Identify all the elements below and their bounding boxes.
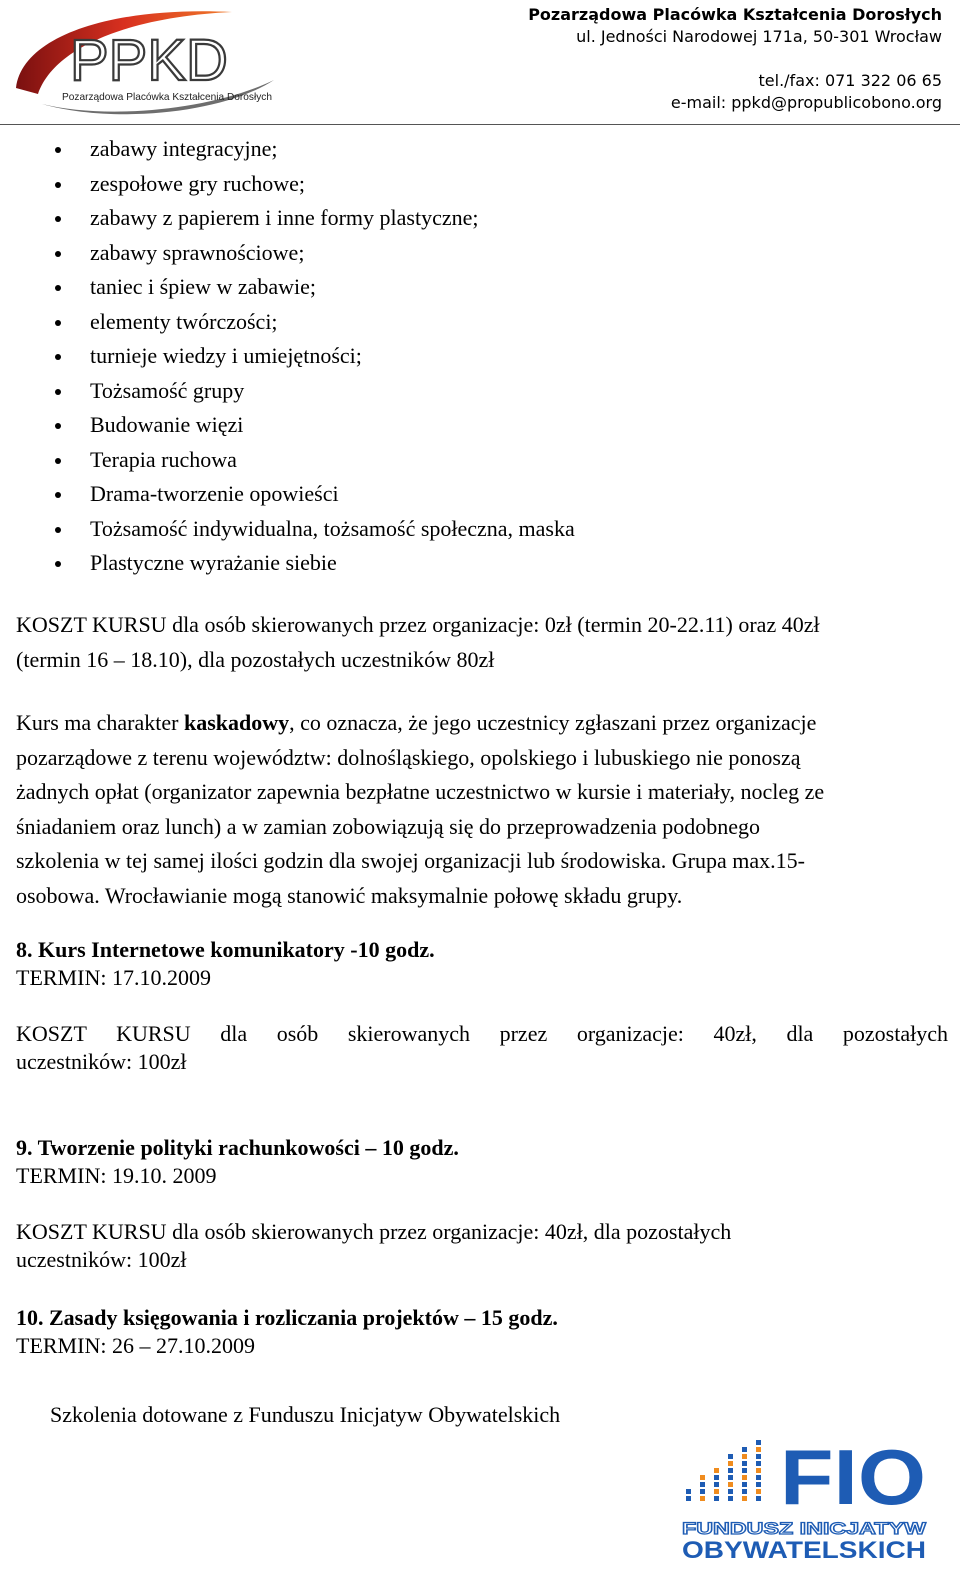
course8-header (16, 936, 948, 992)
course9-cost (16, 1218, 948, 1274)
fio-dot (742, 1461, 747, 1466)
fio-dot (686, 1489, 691, 1494)
course7-info-line2: pozarządowe z terenu województw: dolnośląskiego, opolskiego i lubuskiego nie ponoszą (16, 744, 801, 770)
fio-line1: FUNDUSZ INICJATYW (682, 1519, 928, 1538)
logo-subtitle: Pozarządowa Placówka Kształcenia Dorosłych (62, 91, 273, 103)
course10-header (16, 1304, 948, 1360)
list-item: zabawy sprawnościowe; (52, 236, 575, 271)
page-header (0, 0, 960, 128)
course7-info-line6: osobowa. Wrocławianie mogą stanowić maksymalnie połowę składu grupy. (16, 882, 683, 908)
course7-info-pre: Kurs ma charakter (16, 710, 184, 735)
course9-header (16, 1134, 948, 1190)
course7-cost-line1: KOSZT KURSU dla osób skierowanych przez organizacje: 0zł (termin 20-22.11) oraz 40zł (16, 612, 820, 637)
activity-list (52, 132, 575, 581)
fio-dot (756, 1482, 761, 1487)
fio-dot (700, 1489, 705, 1494)
fio-dot (714, 1475, 719, 1480)
list-item: Tożsamość grupy (52, 374, 575, 409)
funding-note: Szkolenia dotowane z Funduszu Inicjatyw Obywatelskich (50, 1402, 561, 1427)
fio-logo-text: FIO (780, 1436, 926, 1521)
fio-dot (700, 1496, 705, 1501)
course7-info-line4: śniadaniem oraz lunch) a w zamian zobowiązują się do przeprowadzenia podobnego (16, 813, 761, 839)
fio-dot (728, 1475, 733, 1480)
course7-cost-line2: (termin 16 – 18.10), dla pozostałych uczestników 80zł (16, 646, 495, 672)
list-item: Plastyczne wyrażanie siebie (52, 546, 575, 581)
logo-text: PPKD (70, 28, 228, 93)
course7-info-rest: , co oznacza, że jego uczestnicy zgłaszani przez organizacje (289, 710, 817, 735)
org-name: Pozarządowa Placówka Kształcenia Dorosłych (528, 5, 942, 24)
fio-dot (756, 1468, 761, 1473)
org-address: ul. Jedności Narodowej 171a, 50-301 Wrocław (576, 27, 942, 46)
fio-dot (714, 1482, 719, 1487)
fio-dot (756, 1461, 761, 1466)
course9-title: 9. Tworzenie polityki rachunkowości – 10 godz. (16, 1135, 459, 1160)
fio-dot (700, 1475, 705, 1480)
course7-cost (16, 608, 948, 677)
list-item: Drama-tworzenie opowieści (52, 477, 575, 512)
fio-dot (742, 1447, 747, 1452)
list-item: zespołowe gry ruchowe; (52, 167, 575, 202)
fio-dot (756, 1454, 761, 1459)
course8-cost-line1: KOSZT KURSU dla osób skierowanych przez organizacje: 40zł, dla pozostałych (16, 1021, 948, 1046)
fio-dot (742, 1468, 747, 1473)
header-divider (0, 124, 960, 125)
fio-dots-grid (686, 1440, 761, 1501)
fio-dot (728, 1454, 733, 1459)
course10-title: 10. Zasady księgowania i rozliczania projektów – 15 godz. (16, 1305, 558, 1330)
list-item: elementy twórczości; (52, 305, 575, 340)
course10-term: TERMIN: 26 – 27.10.2009 (16, 1333, 255, 1358)
course9-term: TERMIN: 19.10. 2009 (16, 1163, 217, 1188)
course8-cost-line2: uczestników: 100zł (16, 1049, 187, 1074)
list-item: zabawy z papierem i inne formy plastyczne; (52, 201, 575, 236)
fio-dot (742, 1489, 747, 1494)
fio-dot (742, 1496, 747, 1501)
list-item: Budowanie więzi (52, 408, 575, 443)
course7-info-line5: szkolenia w tej samej ilości godzin dla swojej organizacji lub środowiska. Grupa max.15- (16, 848, 805, 873)
fio-dot (742, 1454, 747, 1459)
fio-logo (680, 1436, 930, 1562)
fio-dot (714, 1468, 719, 1473)
org-phone: tel./fax: 071 322 06 65 (758, 71, 942, 90)
fio-dot (714, 1489, 719, 1494)
fio-dot (728, 1468, 733, 1473)
fio-dot (728, 1461, 733, 1466)
course7-info (16, 706, 948, 913)
fio-dot (756, 1447, 761, 1452)
course7-info-bold: kaskadowy (183, 710, 290, 735)
fio-dot (700, 1482, 705, 1487)
fio-dot (742, 1482, 747, 1487)
list-item: taniec i śpiew w zabawie; (52, 270, 575, 305)
list-item: Terapia ruchowa (52, 443, 575, 478)
fio-dot (686, 1496, 691, 1501)
course9-cost-line1: KOSZT KURSU dla osób skierowanych przez organizacje: 40zł, dla pozostałych (16, 1219, 732, 1244)
fio-dot (714, 1496, 719, 1501)
course8-term: TERMIN: 17.10.2009 (16, 965, 211, 990)
fio-dot (742, 1475, 747, 1480)
course8-title: 8. Kurs Internetowe komunikatory -10 godz. (16, 937, 435, 962)
fio-dot (756, 1496, 761, 1501)
course7-info-line3: żadnych opłat (organizator zapewnia bezpłatne uczestnictwo w kursie i materiały, nocleg ze (16, 779, 825, 804)
fio-dot (728, 1496, 733, 1501)
list-item: turnieje wiedzy i umiejętności; (52, 339, 575, 374)
course7-info-line1 (16, 706, 948, 741)
fio-dot (756, 1440, 761, 1445)
course8-cost (16, 1020, 948, 1076)
fio-dot (756, 1489, 761, 1494)
org-email[interactable]: e-mail: ppkd@propublicobono.org (670, 93, 942, 112)
fio-dot (728, 1482, 733, 1487)
header-contact (528, 4, 942, 114)
fio-dot (756, 1475, 761, 1480)
list-item: Tożsamość indywidualna, tożsamość społeczna, maska (52, 512, 575, 547)
fio-line2: OBYWATELSKICH (682, 1537, 926, 1562)
fio-dot (728, 1489, 733, 1494)
list-item: zabawy integracyjne; (52, 132, 575, 167)
ppkd-logo (12, 2, 282, 120)
course9-cost-line2: uczestników: 100zł (16, 1247, 187, 1272)
